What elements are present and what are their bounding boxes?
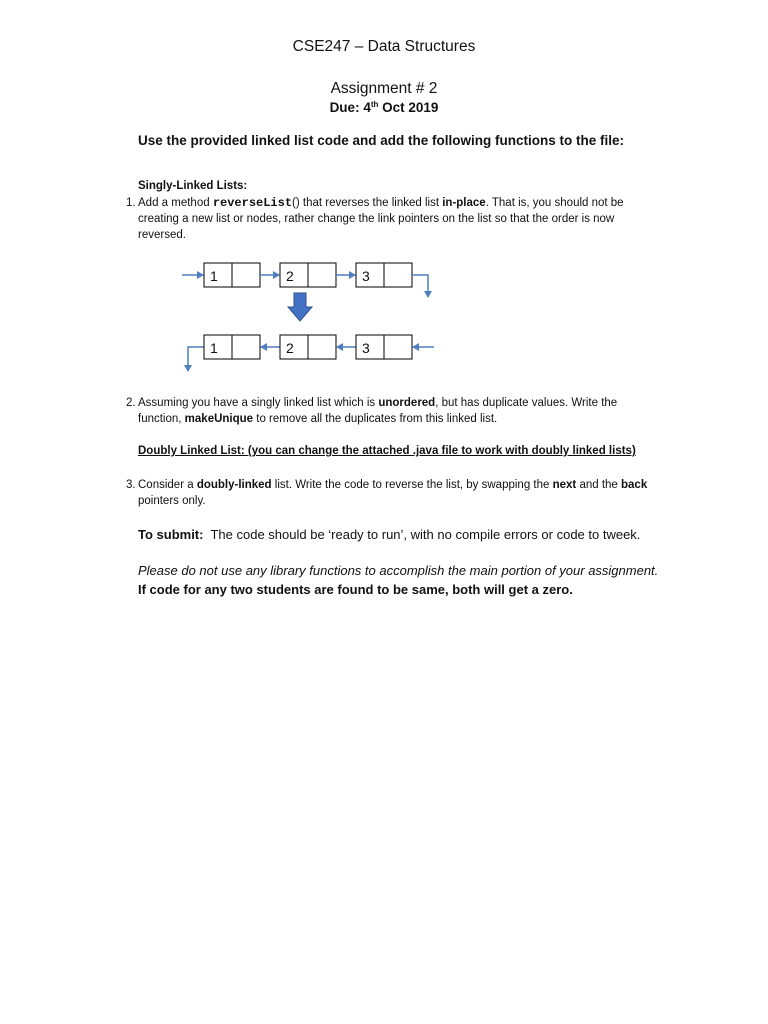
item-1-part: . That is, you should not be creating a new list or nodes, rather change the link pointers on the list so that the order is now reversed. [138,197,624,241]
course-title: CSE247 – Data Structures [292,38,476,55]
item-3-part: pointers only. [138,495,206,507]
item-3-part: Consider a [138,479,197,491]
intro-text: Use the provided linked list code and add the following functions to the file: [138,133,625,148]
item-3-emphasis: doubly-linked [196,479,272,491]
item-2-part: , but has duplicate values. Write the function, [138,397,618,425]
item-3-text [138,477,648,509]
due-date [0,100,768,115]
item-3-emphasis: next [552,479,577,491]
due-superscript: th [370,100,379,109]
item-2-part: Assuming you have a singly linked list which is [138,397,379,409]
item-3-part: and the [576,479,622,491]
submit-instructions [138,527,640,542]
top-node-1-value: 1 [210,268,218,284]
transform-down-arrow [288,293,312,321]
item-3-part: list. Write the code to reverse the list, by swapping the [271,479,553,491]
top-node-2-value: 2 [286,268,294,284]
submit-text: The code should be ‘ready to run’, with no compile errors or code to tweek. [203,527,641,542]
bottom-node-3-value: 3 [362,340,370,356]
item-1-emphasis: in-place [442,197,486,209]
top-node-3-value: 3 [362,268,370,284]
top-node-3 [356,263,412,287]
item-1-text [138,195,648,243]
item-1-part: Add a method [138,197,213,209]
plagiarism-warning: If code for any two students are found to be same, both will get a zero. [138,582,573,597]
item-1-part: () that reverses the linked list [292,197,443,209]
due-suffix: Oct 2019 [378,100,439,115]
library-warning: Please do not use any library functions to accomplish the main portion of your assignment. [138,563,659,578]
doubly-heading: Doubly Linked List: (you can change the attached .java file to work with doubly linked lists) [138,445,636,457]
null-arrow [412,275,428,297]
item-1-number: 1. [126,197,136,209]
item-3-number: 3. [126,479,136,491]
item-3-emphasis: back [621,479,648,491]
bottom-node-2 [280,335,336,359]
bottom-node-1-value: 1 [210,340,218,356]
item-2-part: to remove all the duplicates from this linked list. [253,413,498,425]
singly-heading: Singly-Linked Lists: [138,180,248,192]
linked-list-diagram [170,255,460,385]
null-arrow [188,347,204,371]
item-2-emphasis: unordered [378,397,436,409]
top-node-2 [280,263,336,287]
due-prefix: Due: 4 [329,100,371,115]
item-2-text [138,395,648,427]
bottom-node-1 [204,335,260,359]
item-2-number: 2. [126,397,136,409]
top-node-1 [204,263,260,287]
bottom-node-2-value: 2 [286,340,294,356]
submit-label: To submit: [138,527,204,542]
method-reverselist: reverseList [212,196,293,210]
bottom-node-3 [356,335,412,359]
assignment-title: Assignment # 2 [330,80,438,97]
function-makeunique: makeUnique [184,413,254,425]
